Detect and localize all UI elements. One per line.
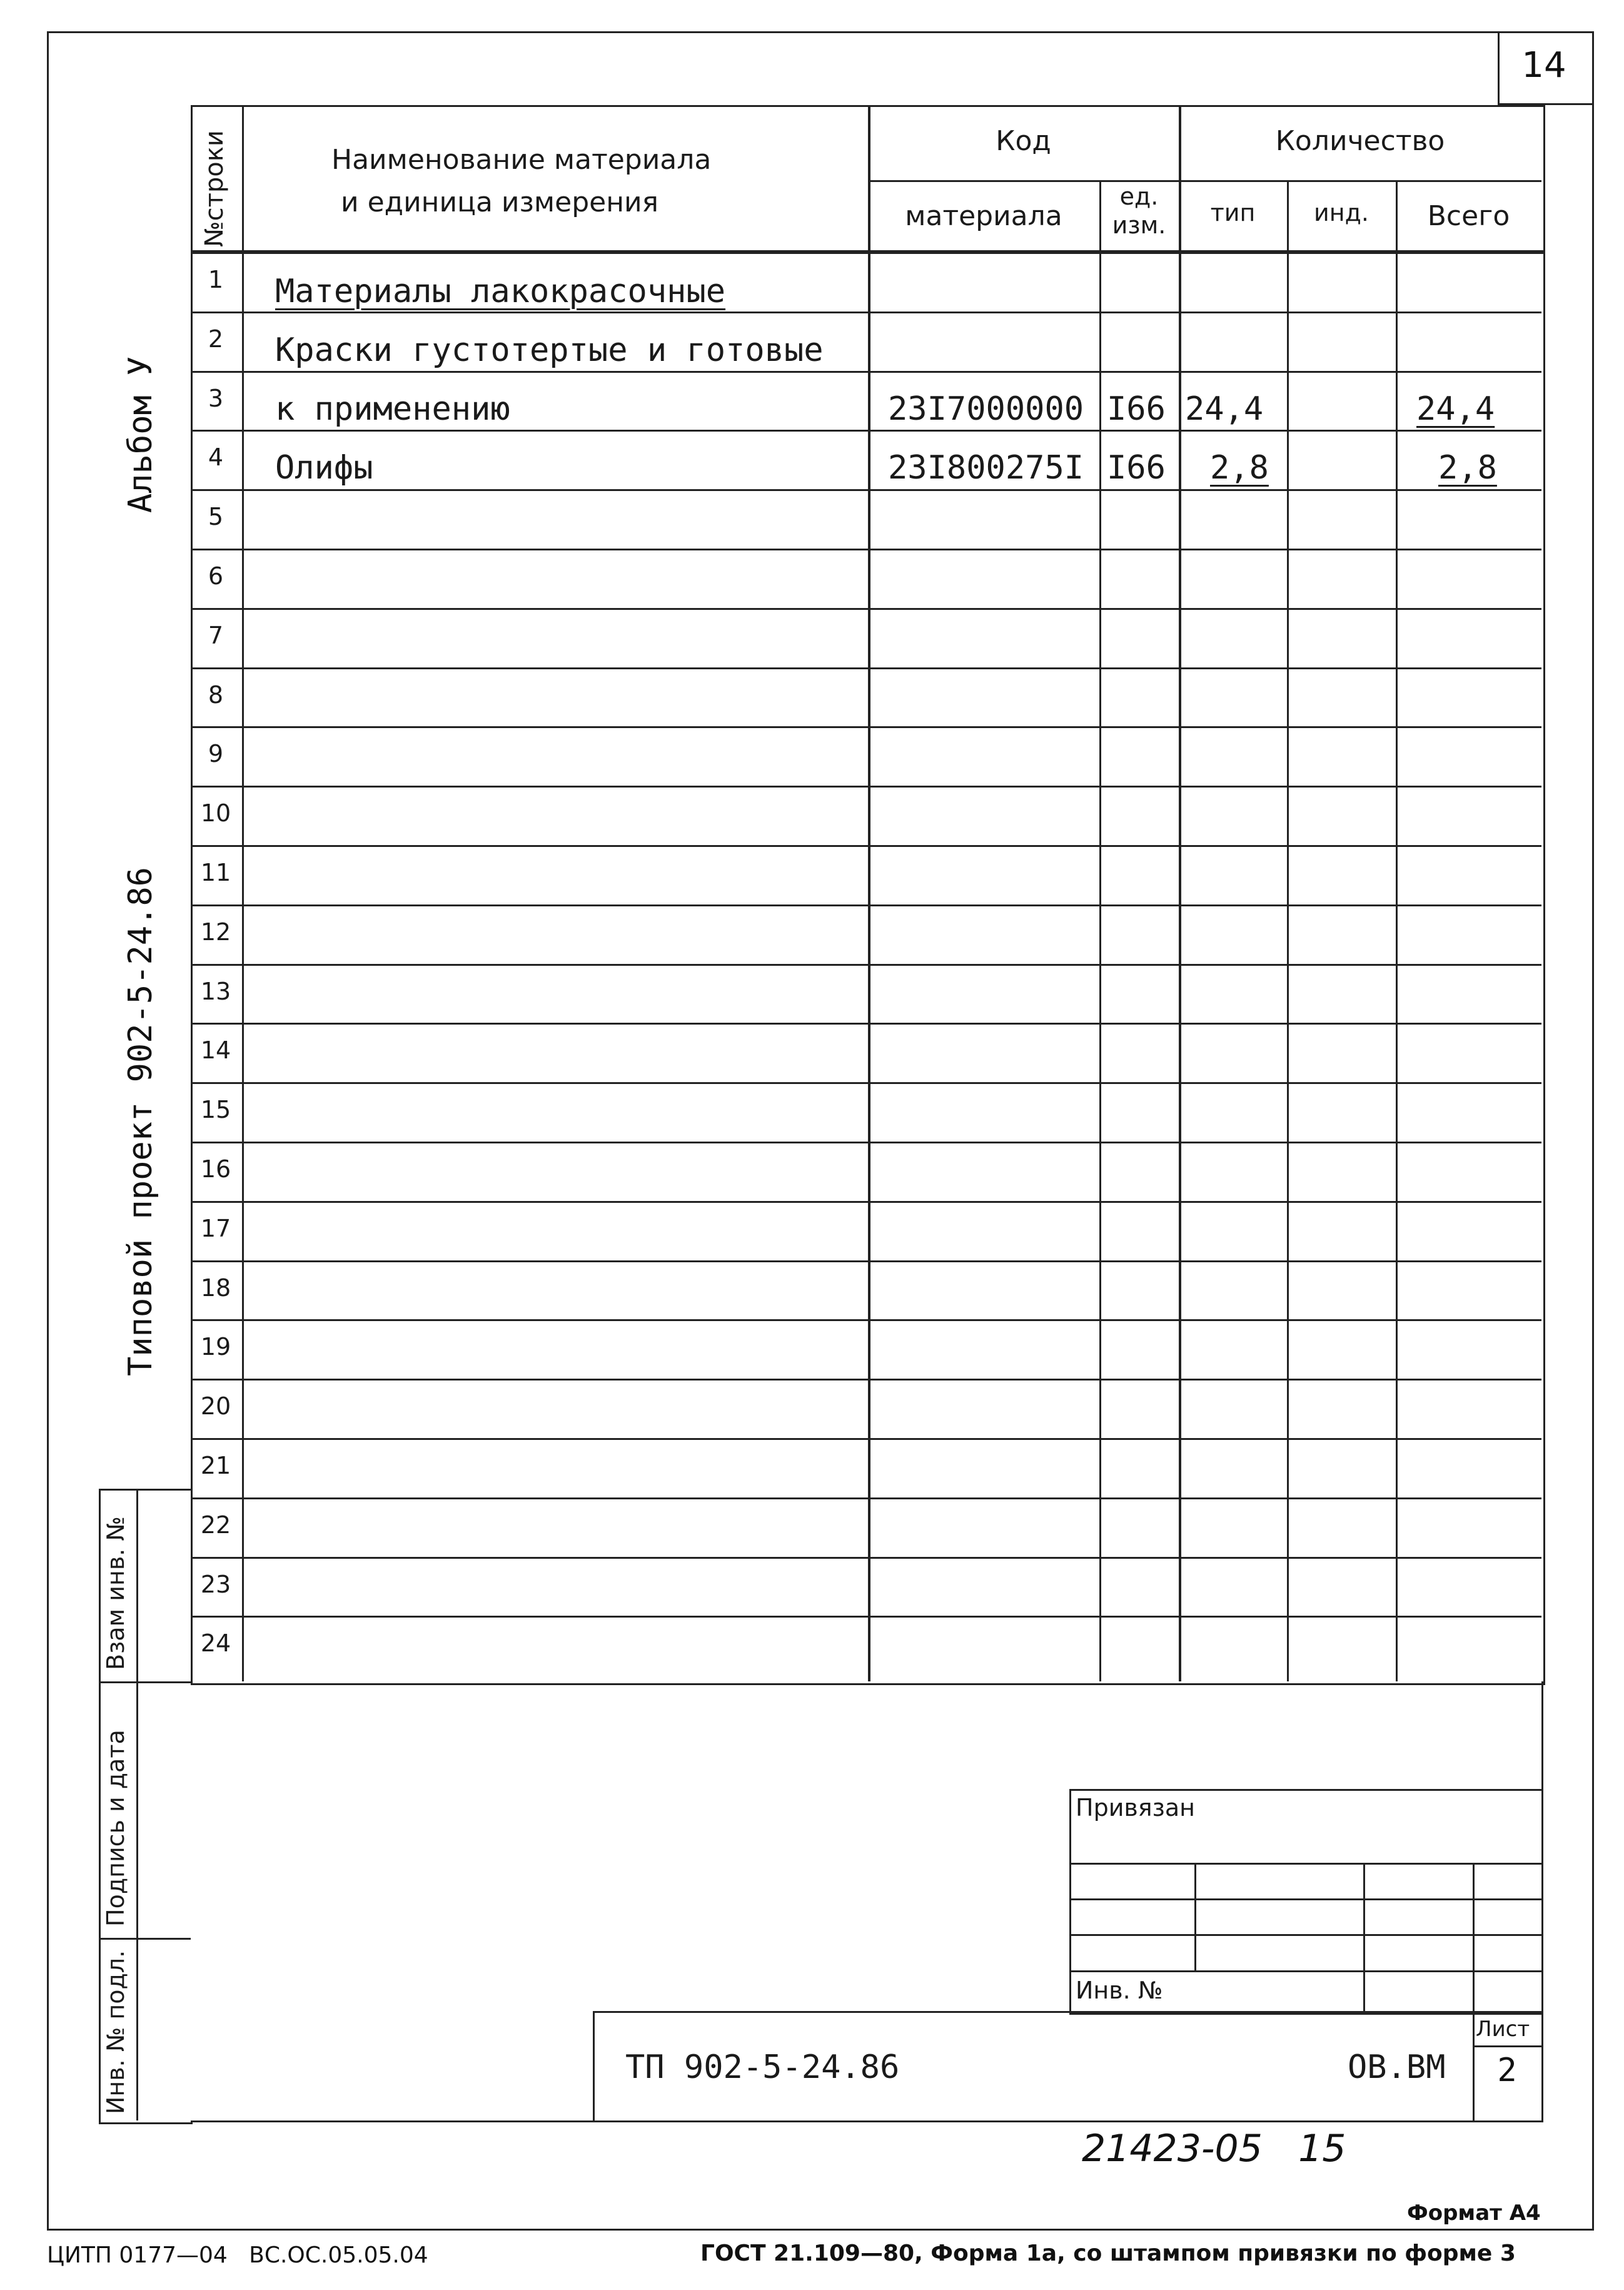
header-qty-total: Всего: [1427, 200, 1510, 232]
row-divider: [191, 1438, 1541, 1440]
stamp-inv-podl: Инв. № подл.: [102, 1950, 129, 2114]
row2-name: Краски густотертые и готовые: [275, 332, 824, 369]
row-number: 5: [208, 503, 224, 531]
row-divider: [191, 608, 1541, 610]
sheet-number: 2: [1497, 2052, 1517, 2089]
header-row-number: №строки: [200, 130, 229, 247]
row4-type: 2,8: [1210, 449, 1269, 487]
stamp-vzam-inv: Взам инв. №: [102, 1516, 129, 1670]
row1-name: Материалы лакокрасочные: [275, 273, 726, 310]
row3-type: 24,4: [1185, 390, 1264, 428]
row-divider: [191, 726, 1541, 728]
row-number: 21: [200, 1452, 231, 1479]
header-code-group: Код: [996, 125, 1051, 157]
row-divider: [191, 371, 1541, 373]
row-number: 10: [200, 799, 231, 828]
row-number: 11: [200, 859, 231, 886]
corner-sheet-number: 14: [1521, 45, 1566, 86]
row-number: 6: [208, 562, 224, 590]
binding-label: Привязан: [1076, 1794, 1195, 1821]
row-divider: [191, 1319, 1541, 1321]
header-code-material: материала: [905, 200, 1062, 232]
row-number: 22: [200, 1511, 231, 1539]
row-number: 16: [200, 1155, 231, 1183]
row4-unit: I66: [1107, 449, 1166, 487]
row-divider: [191, 430, 1541, 432]
row-divider: [191, 1616, 1541, 1618]
inv-no-label: Инв. №: [1076, 1977, 1163, 2004]
row-divider: [191, 1142, 1541, 1143]
row-number: 9: [208, 740, 224, 768]
row-number: 19: [200, 1333, 231, 1361]
row-number: 4: [208, 443, 224, 472]
row-divider: [191, 904, 1541, 906]
row-number: 17: [200, 1214, 231, 1242]
project-label: Типовой проект 902-5-24.86: [122, 867, 159, 1376]
row-divider: [191, 312, 1541, 313]
footer-right: ГОСТ 21.109—80, Форма 1а, со штампом привязки по форме 3: [700, 2241, 1516, 2266]
header-code-unit-line2: изм.: [1112, 211, 1166, 239]
row-divider: [191, 1201, 1541, 1203]
row-number: 12: [200, 918, 231, 946]
row4-total: 2,8: [1438, 449, 1497, 487]
row-divider: [191, 964, 1541, 966]
row3-name: к применению: [275, 390, 510, 428]
row-divider: [191, 1023, 1541, 1025]
row-divider: [191, 1497, 1541, 1499]
header-name-line1: Наименование материала: [331, 144, 712, 176]
row-divider: [191, 667, 1541, 669]
row-number: 8: [208, 681, 224, 709]
row-number: 2: [208, 325, 224, 353]
header-name-line2: и единица измерения: [341, 186, 659, 218]
row-number: 18: [200, 1274, 231, 1302]
row-number: 1: [208, 266, 224, 293]
stamp-podpis-data: Подпись и дата: [102, 1730, 129, 1927]
row-divider: [191, 1260, 1541, 1262]
document-mark: ОВ.ВМ: [1348, 2049, 1446, 2086]
row-divider: [191, 1082, 1541, 1084]
document-code: ТП 902-5-24.86: [625, 2049, 900, 2086]
row3-unit: I66: [1107, 390, 1166, 428]
row-divider: [191, 1379, 1541, 1381]
row4-name: Олифы: [275, 449, 373, 487]
row-number: 14: [200, 1036, 231, 1065]
row-number: 24: [200, 1629, 231, 1658]
header-code-unit-line1: ед.: [1119, 183, 1159, 210]
footer-left: ЦИТП 0177—04 ВС.ОС.05.05.04: [47, 2242, 428, 2268]
row-divider: [191, 845, 1541, 847]
row-number: 20: [200, 1392, 231, 1421]
row-number: 13: [200, 977, 231, 1005]
row-number: 23: [200, 1570, 231, 1598]
row-divider: [191, 786, 1541, 788]
album-label: Альбом У: [122, 356, 159, 513]
row3-code: 23I7000000: [888, 390, 1084, 428]
row-number: 15: [200, 1096, 231, 1124]
sheet-label: Лист: [1476, 2017, 1530, 2042]
header-qty-ind: инд.: [1314, 199, 1369, 226]
header-qty-type: тип: [1210, 199, 1256, 226]
row-number: 3: [208, 384, 224, 412]
header-qty-group: Количество: [1275, 125, 1445, 157]
handwritten-number: 21423-05 15: [1082, 2127, 1346, 2171]
row-number: 7: [208, 621, 224, 649]
format-label: Формат А4: [1407, 2201, 1541, 2226]
row-divider: [191, 549, 1541, 550]
row-divider: [191, 489, 1541, 491]
row4-code: 23I800275I: [888, 449, 1084, 487]
row3-total: 24,4: [1416, 390, 1495, 428]
row-divider: [191, 1557, 1541, 1559]
